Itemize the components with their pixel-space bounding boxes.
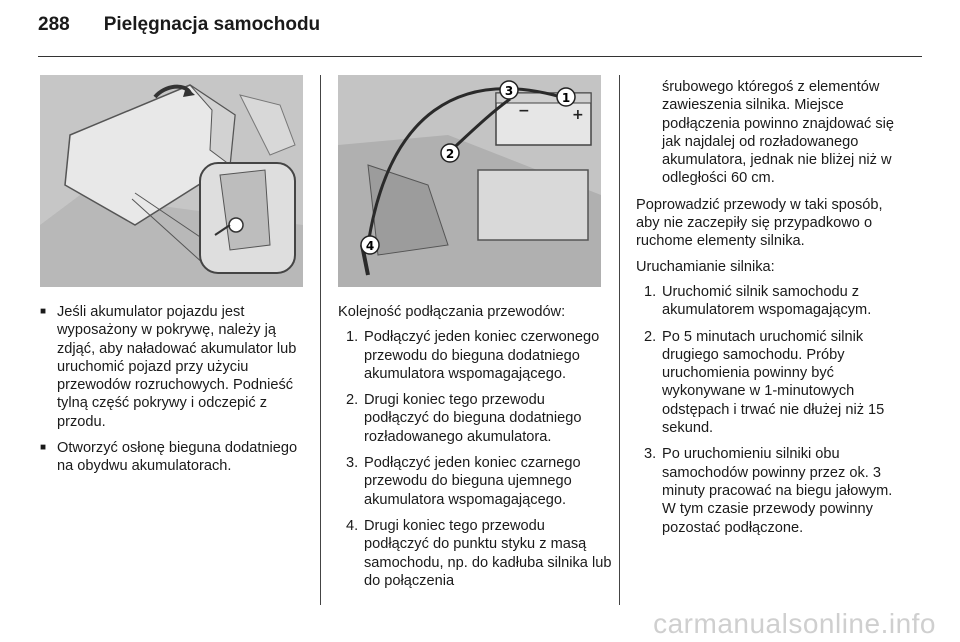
step-item — [636, 283, 906, 320]
page-title: Pielęgnacja samochodu — [103, 14, 321, 35]
connection-order-intro: Kolejność podłączania przewodów: — [338, 304, 566, 320]
jump-cable-illustration — [338, 75, 601, 287]
svg-text:−: − — [518, 103, 530, 119]
step-number: 1. — [644, 283, 657, 300]
bullet-item — [40, 439, 312, 476]
callout-1-label: 1 — [561, 91, 571, 105]
step-item — [636, 445, 906, 536]
step-item — [338, 454, 613, 509]
step-item — [338, 391, 613, 446]
battery-cover-drawing — [40, 75, 303, 287]
callout-3-label: 3 — [504, 84, 514, 98]
left-column — [40, 303, 312, 484]
step-text: Drugi koniec tego przewodu podłączyć do bieguna dodatniego rozładowanego akumulatora. — [364, 392, 582, 445]
column-divider-right — [619, 75, 620, 605]
watermark: carmanualsonline.info — [653, 608, 936, 639]
bullet-list — [40, 303, 312, 476]
engine-start-steps — [636, 283, 906, 537]
bullet-text: Otworzyć osłonę bieguna dodatniego na obydwu akumulatorach. — [57, 440, 298, 475]
callout-4-label: 4 — [365, 239, 375, 253]
step-number: 3. — [346, 455, 359, 472]
step-text: Uruchomić silnik samochodu z akumulatorem wspomagającym. — [662, 283, 872, 319]
callout-2-label: 2 — [445, 147, 455, 161]
step-text: Podłączyć jeden koniec czerwonego przewodu do bieguna dodatniego akumulatora wspomagającego. — [364, 329, 600, 382]
page-header — [38, 14, 320, 50]
step-number: 2. — [644, 328, 657, 345]
step-number: 4. — [346, 517, 359, 534]
middle-column — [338, 303, 613, 598]
bullet-item — [40, 303, 312, 431]
engine-start-heading: Uruchamianie silnika: — [636, 258, 775, 275]
header-rule — [38, 56, 922, 57]
step-text: Podłączyć jeden koniec czarnego przewodu do bieguna ujemnego akumulatora wspomagającego. — [364, 455, 581, 508]
svg-text:+: + — [572, 107, 584, 123]
jump-cable-drawing — [338, 75, 601, 287]
step-item — [338, 517, 613, 590]
step-number: 3. — [644, 446, 657, 463]
step-text: Drugi koniec tego przewodu podłączyć do punktu styku z masą samochodu, np. do kadłuba silnika lub do połączenia — [364, 517, 612, 589]
column-divider-left — [320, 75, 321, 605]
right-column — [636, 78, 906, 545]
bullet-text: Jeśli akumulator pojazdu jest wyposażony w pokrywę, należy ją zdjąć, aby naładować akumulator lub uruchomić pojazd przy użyciu przewodów rozruchowych. Podnieść tylną część pokrywy i odczepić z przodu. — [57, 304, 297, 430]
step-text: Po uruchomieniu silniki obu samochodów powinny przez ok. 3 minuty pracować na biegu jałowym. W tym czasie przewody powinny pozostać podłączone. — [662, 446, 893, 536]
step-4-continuation: śrubowego któregoś z elementów zawieszenia silnika. Miejsce podłączenia powinno znajdować się jak najdalej od rozładowanego akumulatora, jednak nie bliżej niż w odległości 60 cm. — [662, 79, 895, 187]
step-text: Po 5 minutach uruchomić silnik drugiego samochodu. Próby uruchomienia powinny być wykonywane w 1-minutowych odstępach i trwać nie dłużej niż 15 sekund. — [662, 328, 885, 437]
step-item — [338, 328, 613, 383]
cable-routing-paragraph: Poprowadzić przewody w taki sposób, aby nie zaczepiły się przypadkowo o ruchome elementy silnika. — [636, 196, 883, 250]
step-number: 1. — [346, 329, 359, 346]
page-number: 288 — [38, 14, 70, 35]
connection-steps — [338, 328, 613, 590]
battery-cover-illustration — [40, 75, 303, 287]
step-number: 2. — [346, 392, 359, 409]
step-item — [636, 328, 906, 438]
